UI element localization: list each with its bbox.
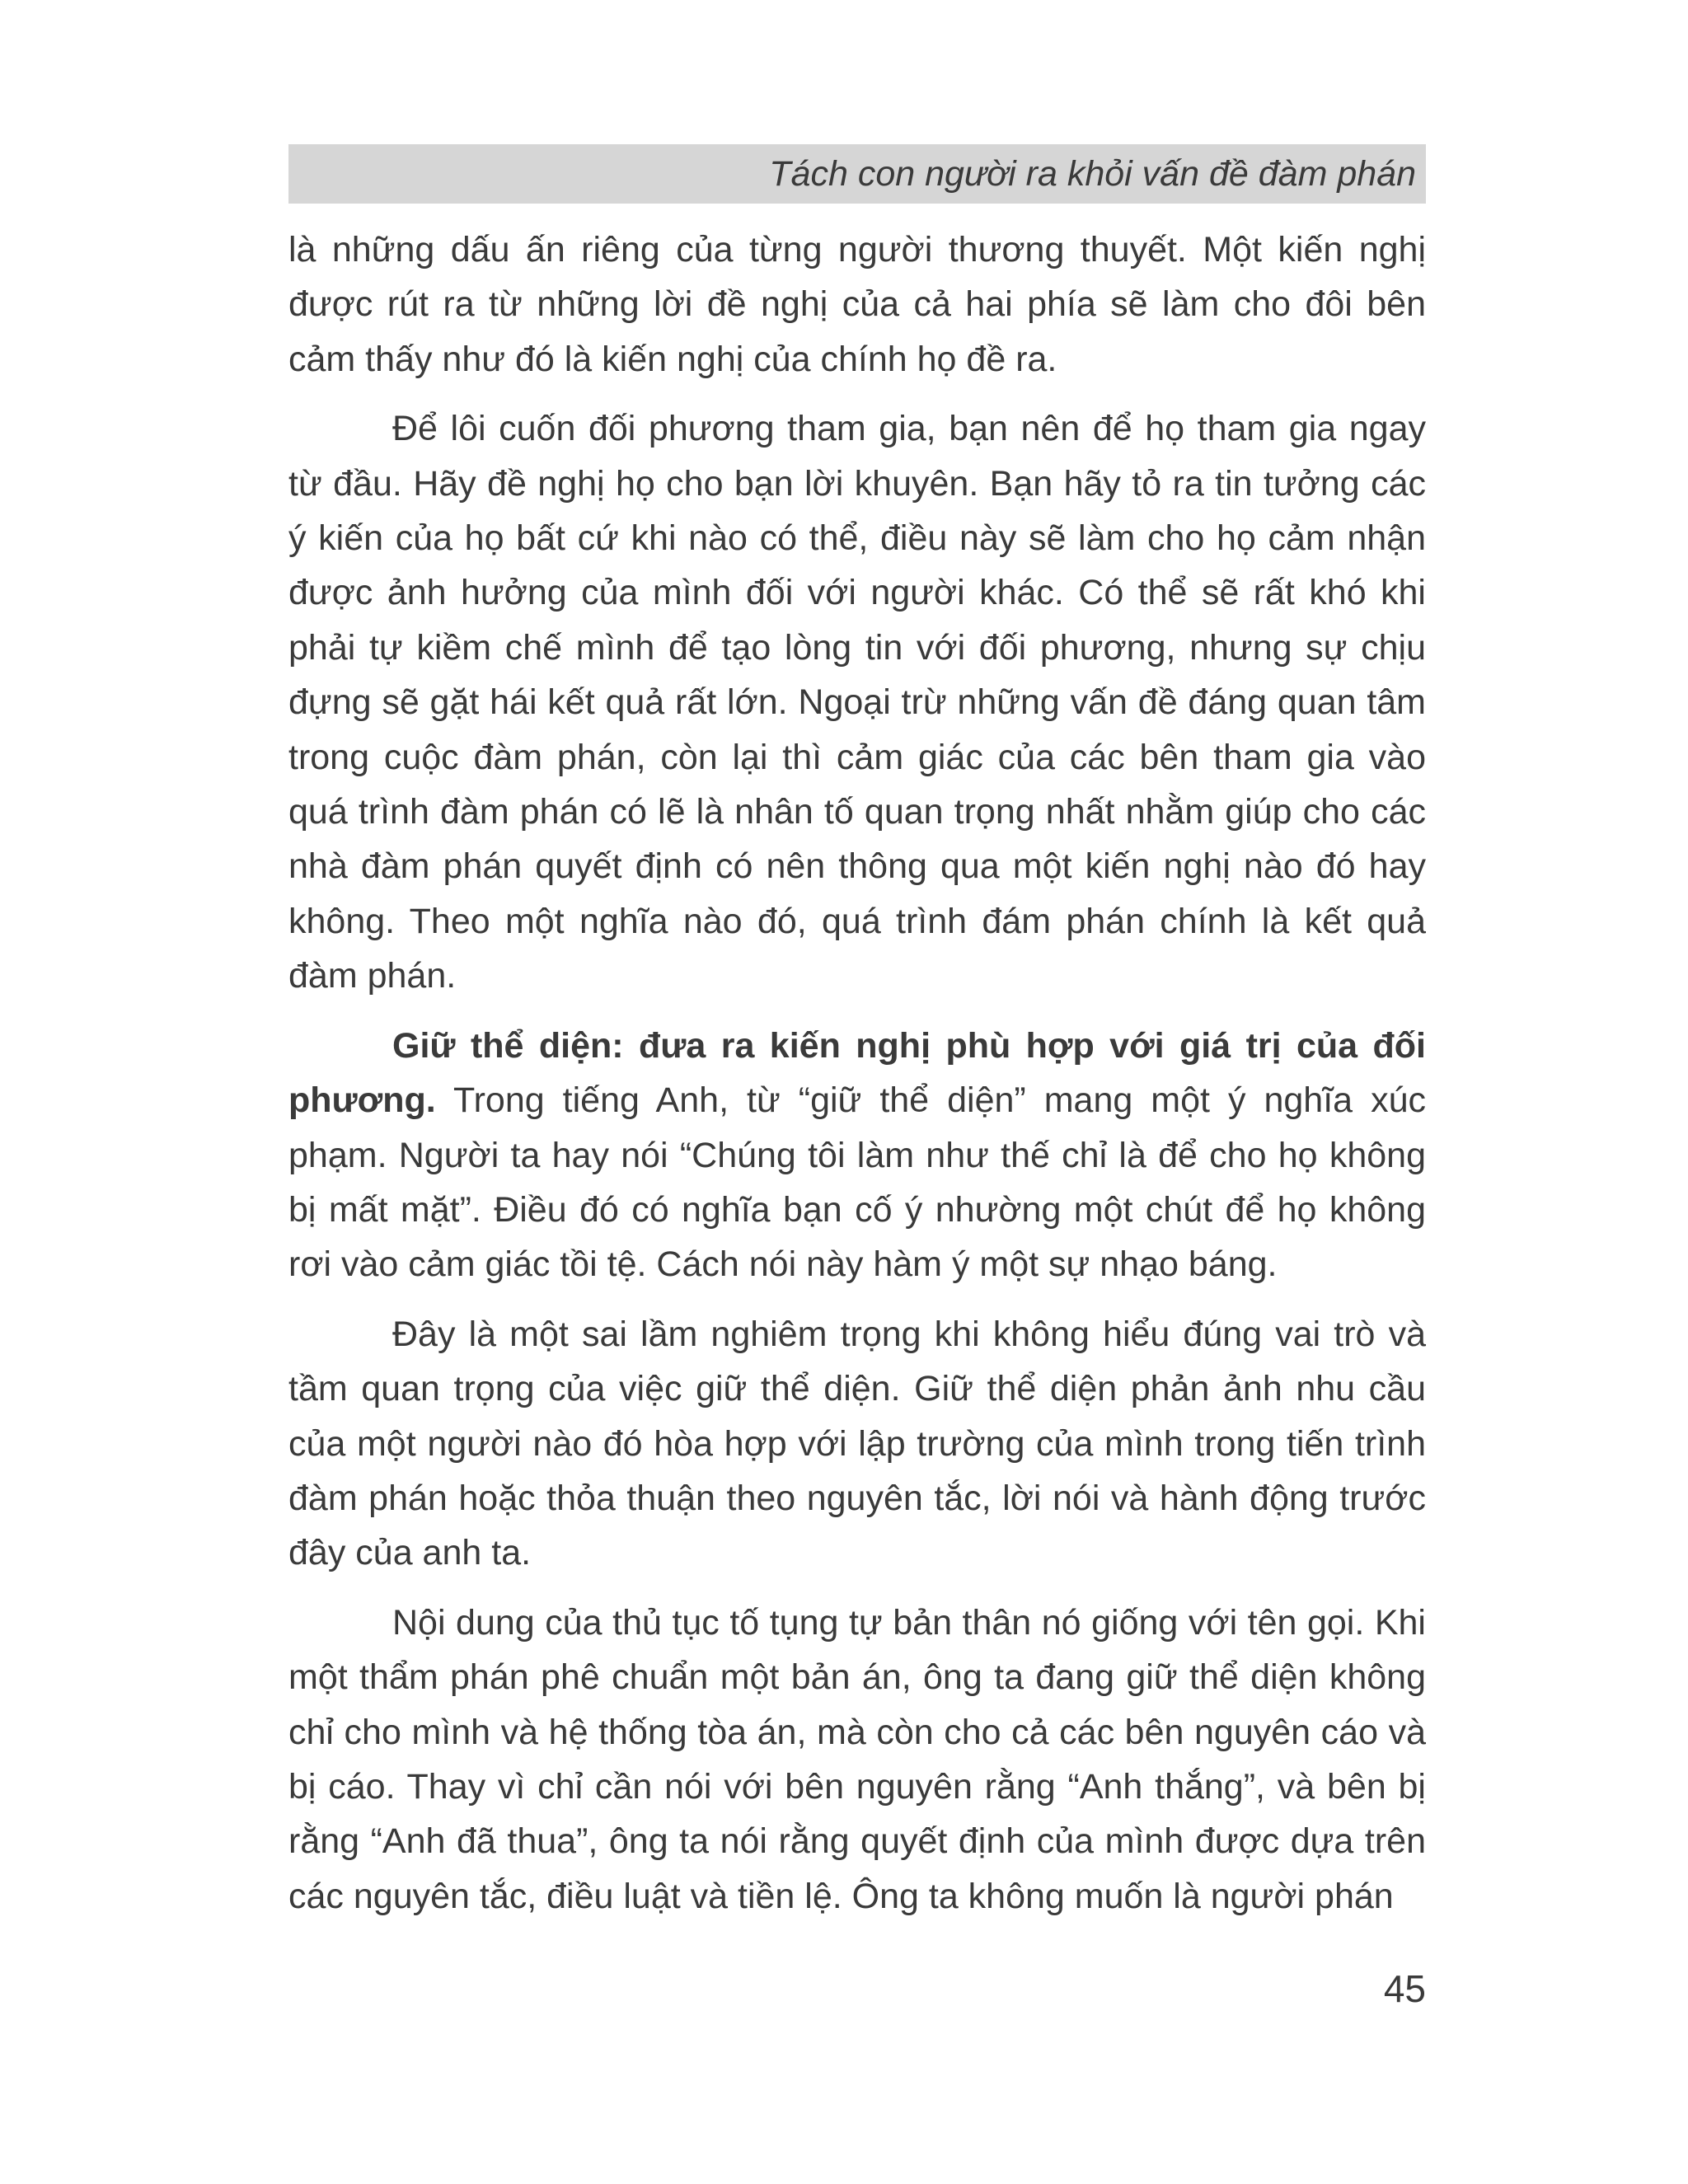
paragraph-continuation: là những dấu ấn riêng của từng người thương thuyết. Một kiến nghị được rút ra từ những lời đề nghị của cả hai phía sẽ làm cho đôi bên cảm thấy như đó là kiến nghị của chính họ đề ra. — [288, 230, 1426, 379]
running-header — [288, 144, 1426, 204]
paragraph-face-saving — [288, 1019, 1426, 1292]
paragraph-judicial: Nội dung của thủ tục tố tụng tự bản thân nó giống với tên gọi. Khi một thẩm phán phê chuẩn một bản án, ông ta đang giữ thể diện không chỉ cho mình và hệ thống tòa án, mà còn cho cả các bên nguyên cáo và bị cáo. Thay vì chỉ cần nói với bên nguyên rằng “Anh thắng”, và bên bị rằng “Anh đã thua”, ông ta nói rằng quyết định của mình được dựa trên các nguyên tắc, điều luật và tiền lệ. Ông ta không muốn là người phán — [288, 1602, 1426, 1916]
paragraph-lead-heading: Giữ thể diện: đưa ra kiến nghị phù hợp với giá trị của đối phương. — [288, 1025, 1426, 1121]
paragraph-face-saving-text: Trong tiếng Anh, từ “giữ thể diện” mang một ý nghĩa xúc phạm. Người ta hay nói “Chúng tôi làm như thế chỉ là để cho họ không bị mất mặt”. Điều đó có nghĩa bạn cố ý nhường một chút để họ không rơi vào cảm giác tồi tệ. Cách nói này hàm ý một sự nhạo báng. — [288, 1080, 1426, 1285]
paragraph-engagement: Để lôi cuốn đối phương tham gia, bạn nên để họ tham gia ngay từ đầu. Hãy đề nghị họ cho bạn lời khuyên. Bạn hãy tỏ ra tin tưởng các ý kiến của họ bất cứ khi nào có thể, điều này sẽ làm cho họ cảm nhận được ảnh hưởng của mình đối với người khác. Có thể sẽ rất khó khi phải tự kiềm chế mình để tạo lòng tin với đối phương, nhưng sự chịu đựng sẽ gặt hái kết quả rất lớn. Ngoại trừ những vấn đề đáng quan tâm trong cuộc đàm phán, còn lại thì cảm giác của các bên tham gia vào quá trình đàm phán có lẽ là nhân tố quan trọng nhất nhằm giúp cho các nhà đàm phán quyết định có nên thông qua một kiến nghị nào đó hay không. Theo một nghĩa nào đó, quá trình đám phán chính là kết quả đàm phán. — [288, 409, 1426, 996]
page-body — [288, 223, 1426, 1924]
paragraph-misunderstanding: Đây là một sai lầm nghiêm trọng khi không hiểu đúng vai trò và tầm quan trọng của việc giữ thể diện. Giữ thể diện phản ảnh nhu cầu của một người nào đó hòa hợp với lập trường của mình trong tiến trình đàm phán hoặc thỏa thuận theo nguyên tắc, lời nói và hành động trước đây của anh ta. — [288, 1314, 1426, 1573]
page-number: 45 — [1383, 1967, 1426, 2010]
running-header-title: Tách con người ra khỏi vấn đề đàm phán — [769, 154, 1416, 194]
